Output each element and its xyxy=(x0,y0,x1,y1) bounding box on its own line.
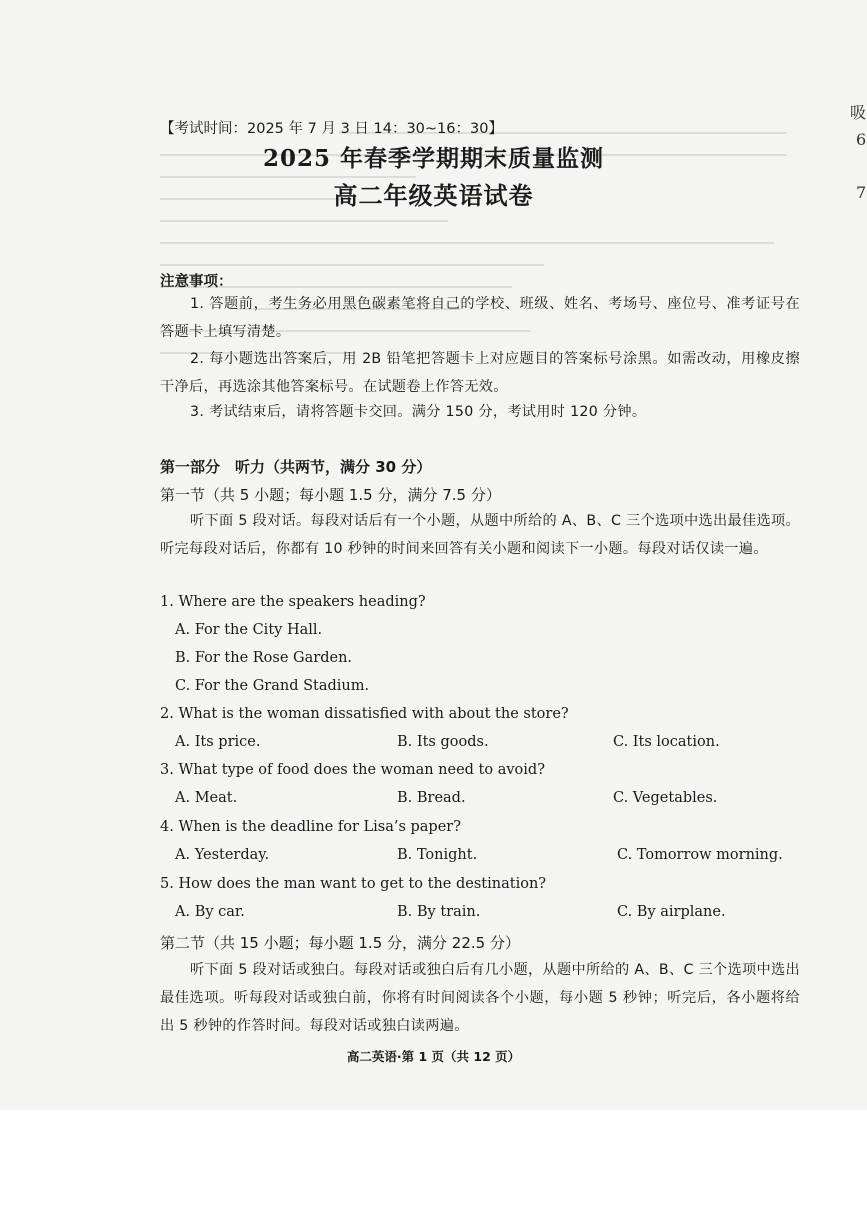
option-b: B. By train. xyxy=(397,904,481,920)
option-b: B. Its goods. xyxy=(397,734,489,750)
question-stem: 4. When is the deadline for Lisa’s paper? xyxy=(160,819,461,835)
option-c: C. Its location. xyxy=(613,734,720,750)
notice-item: 1. 答题前，考生务必用黑色碳素笔将自己的学校、班级、姓名、考场号、座位号、准考证号在答题卡上填写清楚。 xyxy=(160,296,800,340)
option-c: C. Tomorrow morning. xyxy=(617,847,783,863)
part-title: 第一部分 听力（共两节，满分 30 分） xyxy=(160,458,432,476)
notice-item: 2. 每小题选出答案后，用 2B 铅笔把答题卡上对应题目的答案标号涂黑。如需改动，用橡皮擦干净后，再选涂其他答案标号。在试题卷上作答无效。 xyxy=(160,351,800,395)
question-stem: 2. What is the woman dissatisfied with about the store? xyxy=(160,706,569,722)
option-c: C. By airplane. xyxy=(617,904,726,920)
edge-mark: 6 xyxy=(856,130,867,149)
edge-mark: 7 xyxy=(856,183,867,202)
option-a: A. For the City Hall. xyxy=(175,622,323,638)
edge-mark: 吸 xyxy=(850,103,867,122)
option-a: A. By car. xyxy=(175,904,245,920)
section-title: 第二节（共 15 小题；每小题 1.5 分，满分 22.5 分） xyxy=(160,934,520,952)
exam-title: 2025 年春季学期期末质量监测 xyxy=(262,145,605,172)
notice-item: 3. 考试结束后，请将答题卡交回。满分 150 分，考试用时 120 分钟。 xyxy=(190,404,647,420)
option-c: C. For the Grand Stadium. xyxy=(175,678,370,694)
option-b: B. Tonight. xyxy=(397,847,478,863)
exam-subtitle: 高二年级英语试卷 xyxy=(333,181,534,210)
option-c: C. Vegetables. xyxy=(613,790,718,806)
option-a: A. Meat. xyxy=(175,790,238,806)
section-title: 第一节（共 5 小题；每小题 1.5 分，满分 7.5 分） xyxy=(160,486,501,504)
option-b: B. Bread. xyxy=(397,790,466,806)
question-stem: 5. How does the man want to get to the destination? xyxy=(160,876,547,892)
section-intro: 听下面 5 段对话。每段对话后有一个小题，从题中所给的 A、B、C 三个选项中选出最佳选项。听完每段对话后，你都有 10 秒钟的时间来回答有关小题和阅读下一小题。每段对话仅读一遍。 xyxy=(160,513,800,557)
question-stem: 3. What type of food does the woman need to avoid? xyxy=(160,762,545,778)
notice-title: 注意事项： xyxy=(160,274,233,290)
page-footer: 高二英语·第 1 页（共 12 页） xyxy=(346,1049,521,1064)
option-a: A. Its price. xyxy=(175,734,261,750)
question-stem: 1. Where are the speakers heading? xyxy=(160,594,426,610)
option-b: B. For the Rose Garden. xyxy=(175,650,353,666)
section-intro: 听下面 5 段对话或独白。每段对话或独白后有几小题，从题中所给的 A、B、C 三个选项中选出最佳选项。听每段对话或独白前，你将有时间阅读各个小题，每小题 5 秒钟；听完后，各小题将给出 5 秒钟的作答时间。每段对话或独白读两遍。 xyxy=(160,962,800,1034)
exam-time: 【考试时间：2025 年 7 月 3 日 14：30~16：30】 xyxy=(160,121,503,137)
option-a: A. Yesterday. xyxy=(175,847,270,863)
